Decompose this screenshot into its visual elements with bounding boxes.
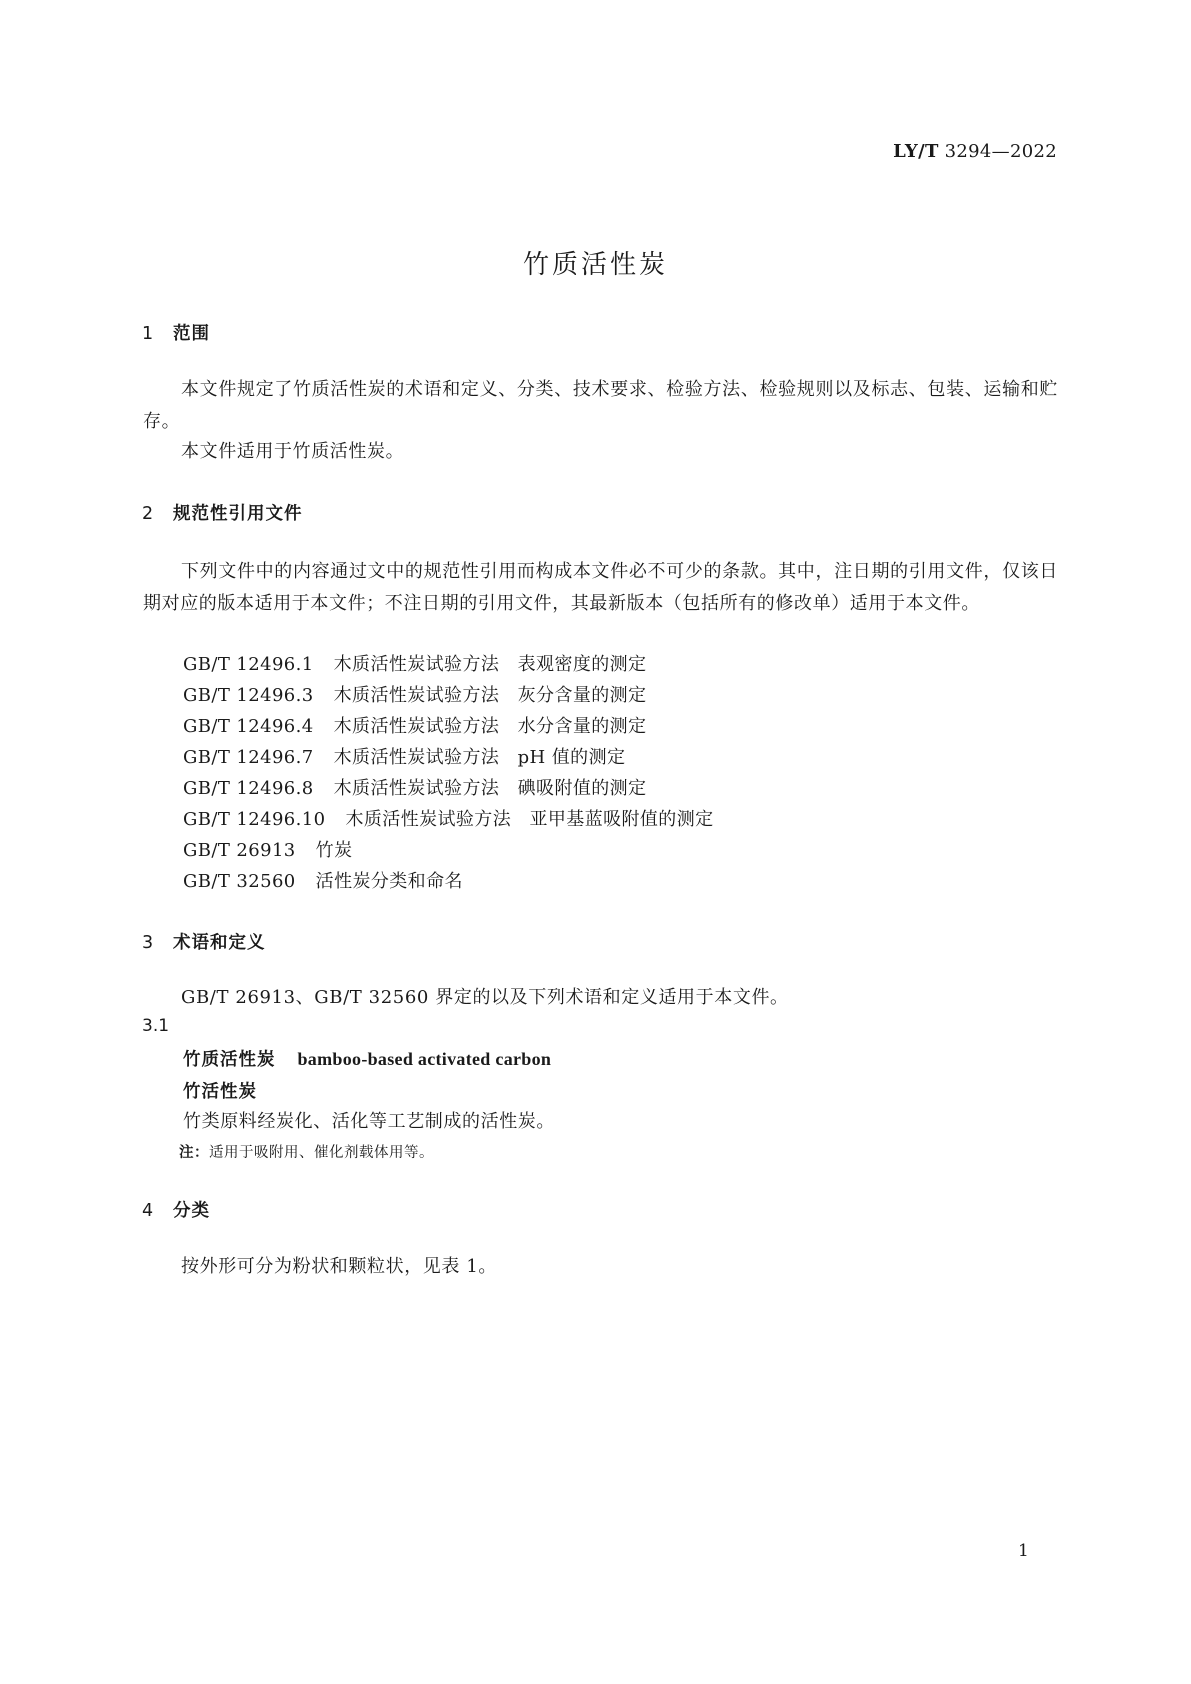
reference-code: GB/T 26913 bbox=[183, 840, 296, 861]
reference-code: GB/T 12496.10 bbox=[183, 809, 326, 830]
note-label: 注： bbox=[179, 1145, 209, 1161]
reference-item bbox=[183, 836, 352, 862]
reference-code: GB/T 32560 bbox=[183, 871, 296, 892]
reference-item bbox=[183, 681, 646, 707]
section-1-paragraph-1: 本文件规定了竹质活性炭的术语和定义、分类、技术要求、检验方法、检验规则以及标志、包装、运输和贮存。 bbox=[143, 379, 1058, 432]
document-title: 竹质活性炭 bbox=[522, 250, 668, 280]
reference-code: GB/T 12496.3 bbox=[183, 685, 314, 706]
reference-item bbox=[183, 805, 714, 831]
section-title: 分类 bbox=[173, 1201, 210, 1221]
term-english: bamboo-based activated carbon bbox=[297, 1049, 552, 1069]
section-3-paragraph-1: GB/T 26913、GB/T 32560 界定的以及下列术语和定义适用于本文件。 bbox=[181, 987, 789, 1008]
standard-number: 3294—2022 bbox=[944, 141, 1057, 162]
section-4-paragraph-1: 按外形可分为粉状和颗粒状，见表 1。 bbox=[181, 1256, 497, 1277]
reference-title: 木质活性炭试验方法 表观密度的测定 bbox=[333, 654, 647, 675]
section-number: 2 bbox=[142, 504, 155, 524]
reference-title: 活性炭分类和命名 bbox=[315, 871, 463, 892]
reference-item bbox=[183, 712, 646, 738]
section-title: 术语和定义 bbox=[173, 933, 266, 953]
section-title: 规范性引用文件 bbox=[173, 504, 303, 524]
reference-title: 木质活性炭试验方法 pH 值的测定 bbox=[333, 747, 626, 768]
section-number: 4 bbox=[142, 1201, 155, 1221]
section-number: 1 bbox=[142, 324, 155, 344]
section-2-heading bbox=[142, 500, 303, 525]
standard-code bbox=[893, 141, 1057, 162]
reference-title: 木质活性炭试验方法 水分含量的测定 bbox=[333, 716, 647, 737]
reference-item bbox=[183, 867, 463, 893]
term-alternative: 竹活性炭 bbox=[183, 1082, 257, 1102]
reference-code: GB/T 12496.8 bbox=[183, 778, 314, 799]
note-text: 适用于吸附用、催化剂载体用等。 bbox=[209, 1145, 434, 1161]
section-2-paragraph-1: 下列文件中的内容通过文中的规范性引用而构成本文件必不可少的条款。其中，注日期的引用文件，仅该日期对应的版本适用于本文件；不注日期的引用文件，其最新版本（包括所有的修改单）适用于本文件。 bbox=[143, 561, 1058, 614]
reference-code: GB/T 12496.7 bbox=[183, 747, 314, 768]
section-3-heading bbox=[142, 929, 266, 954]
reference-code: GB/T 12496.1 bbox=[183, 654, 314, 675]
standard-prefix: LY/T bbox=[893, 141, 939, 162]
page-number: 1 bbox=[1018, 1541, 1029, 1561]
term-chinese: 竹质活性炭 bbox=[183, 1050, 276, 1070]
reference-item bbox=[183, 743, 625, 769]
term-entry bbox=[183, 1046, 551, 1071]
section-4-heading bbox=[142, 1197, 210, 1222]
reference-title: 竹炭 bbox=[315, 840, 353, 861]
reference-item bbox=[183, 774, 646, 800]
section-1-heading bbox=[142, 320, 210, 345]
reference-item bbox=[183, 650, 646, 676]
reference-title: 木质活性炭试验方法 碘吸附值的测定 bbox=[333, 778, 647, 799]
section-title: 范围 bbox=[173, 324, 210, 344]
term-number: 3.1 bbox=[142, 1016, 170, 1036]
reference-title: 木质活性炭试验方法 灰分含量的测定 bbox=[333, 685, 647, 706]
reference-code: GB/T 12496.4 bbox=[183, 716, 314, 737]
term-note bbox=[179, 1141, 434, 1162]
reference-title: 木质活性炭试验方法 亚甲基蓝吸附值的测定 bbox=[345, 809, 714, 830]
term-definition: 竹类原料经炭化、活化等工艺制成的活性炭。 bbox=[183, 1111, 555, 1132]
section-1-paragraph-2: 本文件适用于竹质活性炭。 bbox=[181, 441, 405, 462]
section-number: 3 bbox=[142, 933, 155, 953]
